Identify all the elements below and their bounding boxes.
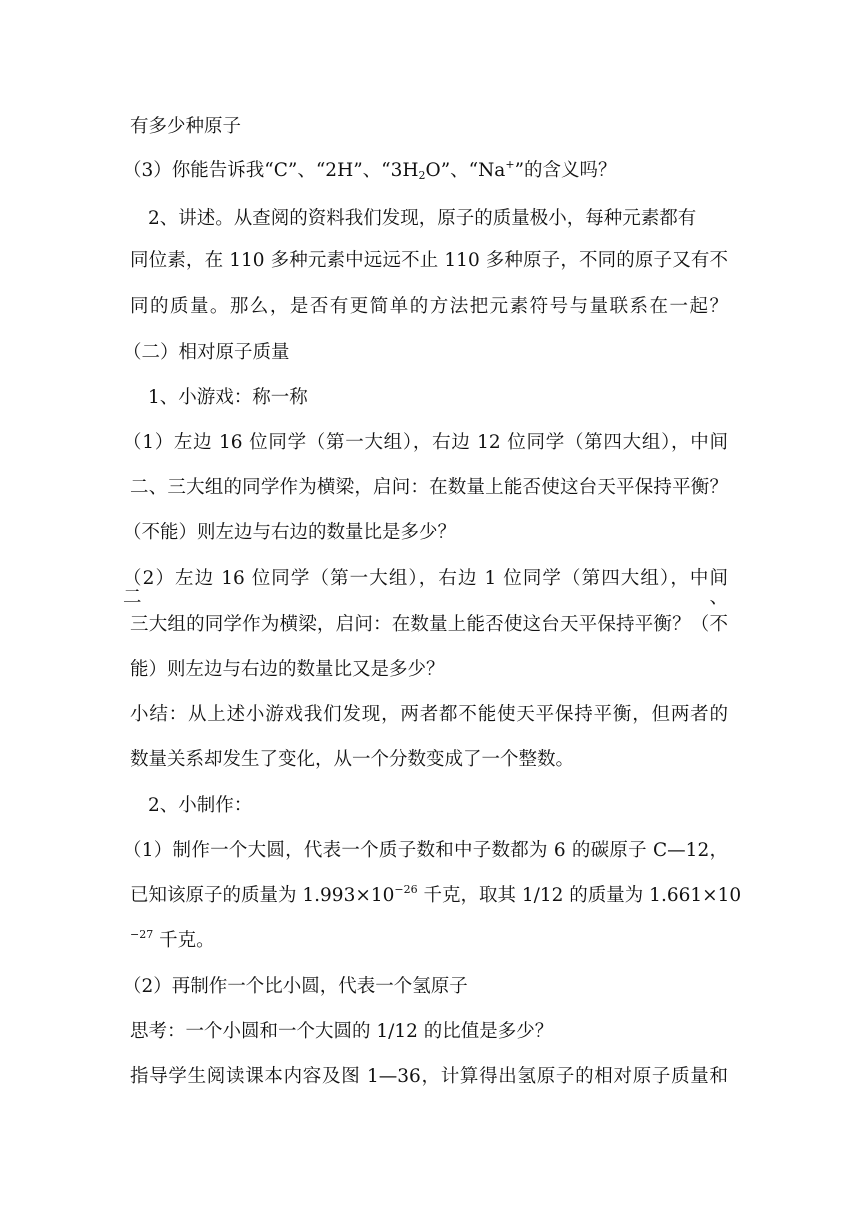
- text-line: 数量关系却发生了变化，从一个分数变成了一个整数。: [130, 749, 575, 770]
- text-line-mass-cont: [130, 927, 215, 951]
- text-line: （不能）则左边与右边的数量比是多少？: [123, 522, 457, 543]
- text-line: 三大组的同学作为横梁，启问：在数量上能否使这台天平保持平衡？（不: [130, 614, 728, 635]
- text-segment: ”的含义吗？: [514, 160, 617, 181]
- text-line: 2、讲述。从查阅的资料我们发现，原子的质量极小，每种元素都有: [148, 208, 697, 229]
- text-line: （1）制作一个大圆，代表一个质子数和中子数都为 6 的碳原子 C—12，: [123, 840, 728, 861]
- text-line: （2）再制作一个比小圆，代表一个氢原子: [123, 976, 468, 997]
- text-line: 能）则左边与右边的数量比又是多少？: [130, 659, 445, 680]
- text-line: 二、三大组的同学作为横梁，启问：在数量上能否使这台天平保持平衡？: [130, 477, 728, 498]
- text-line: （2）左边 16 位同学（第一大组），右边 1 位同学（第四大组），中间二、: [123, 568, 728, 608]
- text-line: 小结：从上述小游戏我们发现，两者都不能使天平保持平衡，但两者的: [130, 704, 728, 725]
- text-segment: 已知该原子的质量为 1.993×10: [130, 885, 395, 906]
- text-line-question-3: [123, 157, 617, 182]
- text-line: 思考：一个小圆和一个大圆的 1/12 的比值是多少？: [130, 1021, 554, 1042]
- superscript: −27: [130, 927, 154, 941]
- text-line: 同的质量。那么，是否有更简单的方法把元素符号与量联系在一起？: [130, 296, 728, 317]
- superscript: −26: [394, 882, 418, 896]
- text-line: 有多少种原子: [130, 116, 242, 137]
- section-heading: （二）相对原子质量: [123, 342, 290, 363]
- text-line: （1）左边 16 位同学（第一大组），右边 12 位同学（第四大组），中间: [123, 432, 728, 453]
- subscript: 2: [418, 168, 426, 182]
- text-segment: 千克，取其 1/12 的质量为 1.661×10: [417, 885, 742, 906]
- text-line: 2、小制作：: [148, 795, 253, 816]
- text-line-mass: [130, 882, 742, 906]
- text-segment: O”、“Na: [425, 160, 506, 181]
- text-segment: 千克。: [153, 930, 215, 951]
- text-line: 1、小游戏：称一称: [148, 387, 308, 408]
- superscript: +: [505, 157, 515, 171]
- text-line: 指导学生阅读课本内容及图 1—36，计算得出氢原子的相对原子质量和: [130, 1066, 728, 1087]
- text-segment: （3）你能告诉我“C”、“2H”、“3H: [123, 160, 419, 181]
- text-line: 同位素，在 110 多种元素中远远不止 110 多种原子，不同的原子又有不: [130, 250, 728, 271]
